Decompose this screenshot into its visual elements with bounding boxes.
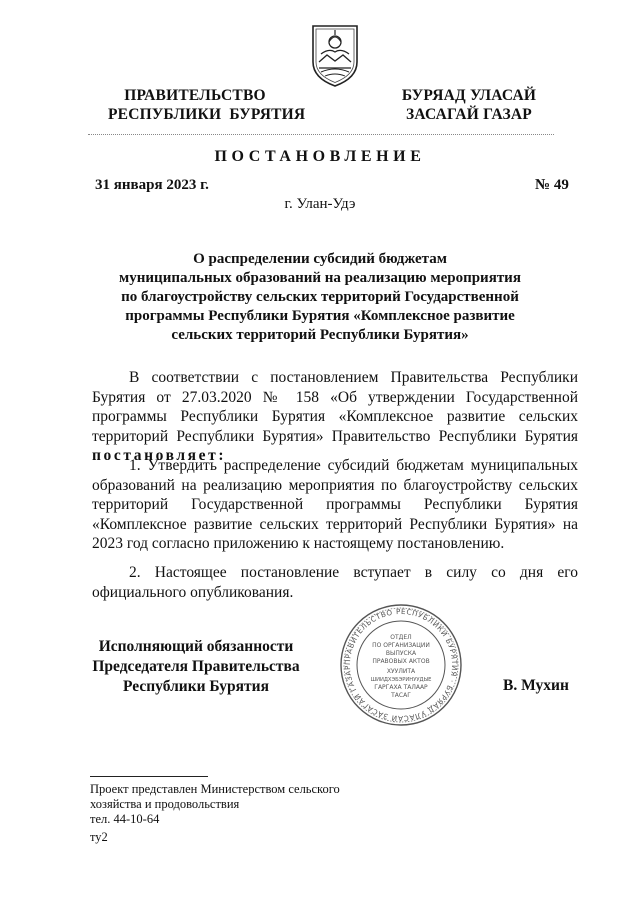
- government-name-buryat-line2: ЗАСАГАЙ ГАЗАР: [406, 106, 532, 123]
- stamp-inner-line: ПРАВОВЫХ АКТОВ: [372, 658, 430, 665]
- document-code: ту2: [90, 830, 108, 844]
- signatory-position: [90, 637, 302, 697]
- stamp-inner-line: ХУУЛИТА: [386, 668, 416, 675]
- footer-note: [90, 782, 340, 827]
- subject-line: муниципальных образований на реализацию мероприятия: [119, 270, 521, 286]
- signatory-position-line1: Исполняющий обязанности: [98, 638, 294, 655]
- document-subject: [110, 250, 530, 345]
- stamp-ring-text: ПРАВИТЕЛЬСТВО РЕСПУБЛИКИ БУРЯТИЯ · БУРЯАД УЛАСАЙ ЗАСАГАЙ ГАЗАР: [342, 606, 460, 724]
- buryatia-coat-of-arms-icon: [307, 22, 363, 88]
- government-name-line2: РЕСПУБЛИКИ БУРЯТИЯ: [108, 106, 306, 123]
- footer-line2: хозяйства и продовольствия: [90, 797, 240, 811]
- stamp-inner-line: ПО ОРГАНИЗАЦИИ: [372, 642, 430, 649]
- stamp-inner-line: ВЫПУСКА: [385, 650, 417, 657]
- government-name-buryat: [385, 86, 553, 124]
- subject-line: сельских территорий Республики Бурятия»: [171, 327, 469, 343]
- clause-1: [92, 456, 578, 554]
- signatory-position-line3: Республики Бурятия: [123, 678, 269, 695]
- government-name-buryat-line1: БУРЯАД УЛАСАЙ: [401, 87, 537, 104]
- clause-text: 2. Настоящее постановление вступает в силу со дня его официального опубликования.: [92, 564, 578, 601]
- document-number: № 49: [535, 177, 569, 193]
- stamp-inner-line: ТАСАГ: [391, 692, 411, 699]
- government-name-line1: ПРАВИТЕЛЬСТВО: [124, 87, 266, 104]
- signatory-name: В. Мухин: [503, 677, 569, 694]
- government-name-russian: [108, 86, 306, 124]
- preamble-text: В соответствии с постановлением Правительства Республики Бурятия от 27.03.2020 № 158 «Об утверждении Государственной программы Республики Бурятия «Комплексное развитие сельских территорий Республики Бурятия» Правительство Республики Бурятия: [92, 369, 578, 445]
- footer-line1: Проект представлен Министерством сельского: [90, 782, 340, 796]
- subject-line: по благоустройству сельских территорий Государственной: [121, 289, 519, 305]
- subject-line: программы Республики Бурятия «Комплексное развитие: [125, 308, 515, 324]
- document-city: г. Улан-Удэ: [284, 196, 356, 212]
- clause-2: [92, 563, 578, 602]
- signatory-position-line2: Председателя Правительства: [92, 658, 300, 675]
- document-date: 31 января 2023 г.: [95, 177, 209, 193]
- footer-divider: [90, 776, 208, 777]
- stamp-inner-line: ГАРГАХА ТАЛААР: [374, 684, 428, 691]
- stamp-inner-line: ОТДЕЛ: [390, 634, 412, 641]
- official-stamp: [338, 602, 464, 728]
- document-type-title: ПОСТАНОВЛЕНИЕ: [214, 148, 426, 165]
- decree-word: постановляет:: [92, 447, 227, 464]
- footer-phone: тел. 44-10-64: [90, 812, 160, 826]
- preamble-paragraph: [92, 368, 578, 466]
- clause-text: 1. Утвердить распределение субсидий бюджетам муниципальных образований на реализацию мероприятия по благоустройству сельских территорий Государственной программы Республики Бурятия «Комплексное развитие сельских территорий Республики Бурятия» на 2023 год согласно приложению к настоящему постановлению.: [92, 457, 578, 552]
- subject-line: О распределении субсидий бюджетам: [193, 251, 447, 267]
- stamp-inner-line: ШИИДХЭБЭРИНУУДЫЕ: [370, 677, 432, 683]
- header-divider: [88, 134, 554, 135]
